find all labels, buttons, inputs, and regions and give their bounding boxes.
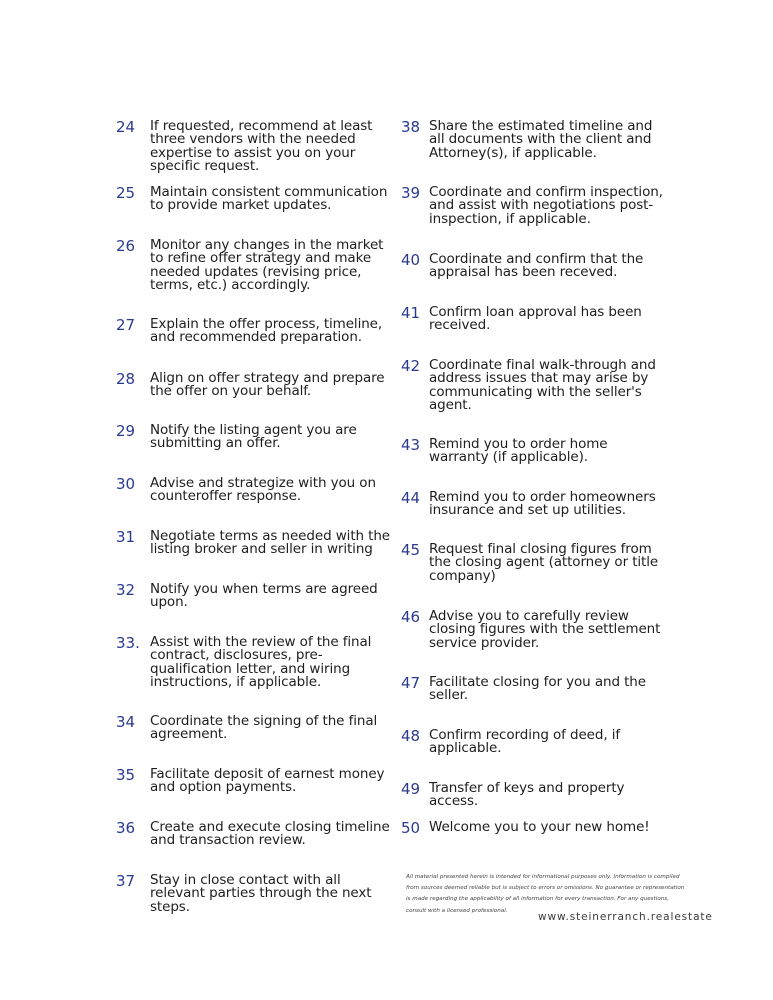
item-text: Share the estimated timeline and all documents with the client and Attorney(s), if applicable. — [429, 118, 653, 161]
item-number: 47 — [401, 674, 421, 692]
item-text: Stay in close contact with all relevant parties through the next steps. — [150, 872, 372, 915]
item-text: Align on offer strategy and prepare the offer on your behalf. — [150, 370, 385, 400]
item-text: Notify you when terms are agreed upon. — [150, 581, 378, 611]
item-text: Create and execute closing timeline and transaction review. — [150, 819, 390, 849]
item-text: Monitor any changes in the market to refine offer strategy and make needed updates (revising price, terms, etc.) accordingly. — [150, 237, 384, 293]
item-number: 33. — [116, 634, 140, 652]
item-number: 27 — [116, 316, 136, 334]
item-number: 29 — [116, 422, 136, 440]
item-number: 24 — [116, 118, 136, 136]
item-text: Confirm recording of deed, if applicable. — [429, 727, 621, 757]
item-text: Coordinate final walk-through and address issues that may arise by communicating with the seller's agent. — [429, 357, 656, 413]
item-text: Notify the listing agent you are submitting an offer. — [150, 422, 357, 452]
website-url: www.steinerranch.realestate — [538, 911, 713, 923]
item-text: Facilitate deposit of earnest money and option payments. — [150, 766, 385, 796]
item-text: Coordinate and confirm that the appraisal has been receved. — [429, 251, 644, 281]
item-number: 49 — [401, 780, 421, 798]
item-text: Explain the offer process, timeline, and recommended preparation. — [150, 316, 383, 346]
item-text: Confirm loan approval has been received. — [429, 304, 642, 334]
item-number: 42 — [401, 357, 421, 375]
item-number: 26 — [116, 237, 136, 255]
item-text: Welcome you to your new home! — [429, 819, 650, 835]
item-text: Coordinate and confirm inspection, and assist with negotiations post-inspection, if applicable. — [429, 184, 663, 227]
item-number: 50 — [401, 819, 421, 837]
item-number: 38 — [401, 118, 421, 136]
item-number: 45 — [401, 541, 421, 559]
item-text: Advise you to carefully review closing figures with the settlement service provider. — [429, 608, 661, 651]
item-text: Assist with the review of the final contract, disclosures, pre-qualification letter, and wiring instructions, if applicable. — [150, 634, 372, 690]
item-number: 31 — [116, 528, 136, 546]
item-number: 37 — [116, 872, 136, 890]
item-text: If requested, recommend at least three vendors with the needed expertise to assist you on your specific request. — [150, 118, 373, 174]
item-number: 35 — [116, 766, 136, 784]
item-text: Remind you to order homeowners insurance and set up utilities. — [429, 489, 656, 519]
item-number: 41 — [401, 304, 421, 322]
item-text: Coordinate the signing of the final agreement. — [150, 713, 378, 743]
item-number: 39 — [401, 184, 421, 202]
item-text: Advise and strategize with you on counteroffer response. — [150, 475, 376, 505]
item-number: 32 — [116, 581, 136, 599]
item-text: Request final closing figures from the closing agent (attorney or title company) — [429, 541, 659, 584]
item-text: Remind you to order home warranty (if applicable). — [429, 436, 608, 466]
item-number: 30 — [116, 475, 136, 493]
item-text: Facilitate closing for you and the seller. — [429, 674, 646, 704]
item-number: 48 — [401, 727, 421, 745]
item-text: Negotiate terms as needed with the listing broker and seller in writing — [150, 528, 391, 558]
item-number: 46 — [401, 608, 421, 626]
item-number: 36 — [116, 819, 136, 837]
item-number: 25 — [116, 184, 136, 202]
item-text: Transfer of keys and property access. — [429, 780, 625, 810]
item-number: 28 — [116, 370, 136, 388]
disclaimer-text: All material presented herein is intended for informational purposes only. Information is compiled from sources deemed reliable but is subject to errors or omissions. No guarantee or representation is made regarding the applicability of all information for every transaction. For any questions, consult with a licensed professional. — [406, 874, 685, 914]
item-text: Maintain consistent communication to provide market updates. — [150, 184, 388, 214]
item-number: 44 — [401, 489, 421, 507]
item-number: 40 — [401, 251, 421, 269]
item-number: 34 — [116, 713, 136, 731]
item-number: 43 — [401, 436, 421, 454]
